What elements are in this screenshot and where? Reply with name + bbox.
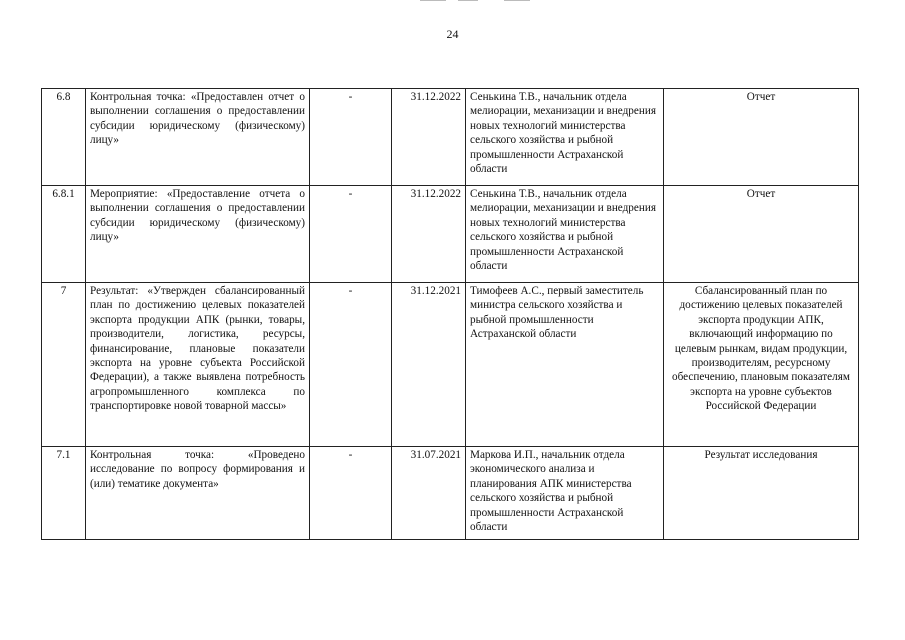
row-result: Результат исследования — [664, 447, 859, 540]
table-row — [42, 447, 859, 540]
row-responsible: Сенькина Т.В., начальник отдела мелиорации, механизации и внедрения новых технологий министерства сельского хозяйства и рыбной промышленности Астраханской области — [466, 186, 664, 283]
row-start-date: - — [310, 89, 392, 186]
row-description: Мероприятие: «Предоставление отчета о выполнении соглашения о предоставлении субсидии юридическому (физическому) лицу» — [86, 186, 310, 283]
row-description: Результат: «Утвержден сбалансированный план по достижению целевых показателей экспорта продукции АПК (рынки, товары, производители, логистика, ресурсы, финансирование, плановые показатели экспорта на уровне субъекта Российской Федерации), а также выявлена потребность агропромышленного комплекса по транспортировке новой товарной массы» — [86, 283, 310, 447]
row-end-date: 31.12.2022 — [392, 186, 466, 283]
row-end-date: 31.12.2021 — [392, 283, 466, 447]
row-start-date: - — [310, 186, 392, 283]
plan-table — [41, 88, 859, 540]
row-description: Контрольная точка: «Предоставлен отчет о выполнении соглашения о предоставлении субсидии юридическому (физическому) лицу» — [86, 89, 310, 186]
row-result: Сбалансированный план по достижению целевых показателей экспорта продукции АПК, включающий информацию по целевым рынкам, видам продукции, производителям, ресурсному обеспечению, плановым показателям экспорта на уровне субъектов Российской Федерации — [664, 283, 859, 447]
row-responsible: Тимофеев А.С., первый заместитель министра сельского хозяйства и рыбной промышленности Астраханской области — [466, 283, 664, 447]
row-number: 6.8.1 — [42, 186, 86, 283]
page-number: 24 — [446, 27, 459, 41]
scan-artifact — [420, 0, 530, 2]
row-result: Отчет — [664, 89, 859, 186]
row-number: 7 — [42, 283, 86, 447]
row-end-date: 31.07.2021 — [392, 447, 466, 540]
row-result: Отчет — [664, 186, 859, 283]
row-description: Контрольная точка: «Проведено исследование по вопросу формирования и (или) тематике документа» — [86, 447, 310, 540]
row-start-date: - — [310, 447, 392, 540]
row-responsible: Маркова И.П., начальник отдела экономического анализа и планирования АПК министерства сельского хозяйства и рыбной промышленности Астраханской области — [466, 447, 664, 540]
row-number: 7.1 — [42, 447, 86, 540]
table-row — [42, 89, 859, 186]
row-number: 6.8 — [42, 89, 86, 186]
row-end-date: 31.12.2022 — [392, 89, 466, 186]
table-row — [42, 283, 859, 447]
table-row — [42, 186, 859, 283]
row-responsible: Сенькина Т.В., начальник отдела мелиорации, механизации и внедрения новых технологий министерства сельского хозяйства и рыбной промышленности Астраханской области — [466, 89, 664, 186]
row-start-date: - — [310, 283, 392, 447]
